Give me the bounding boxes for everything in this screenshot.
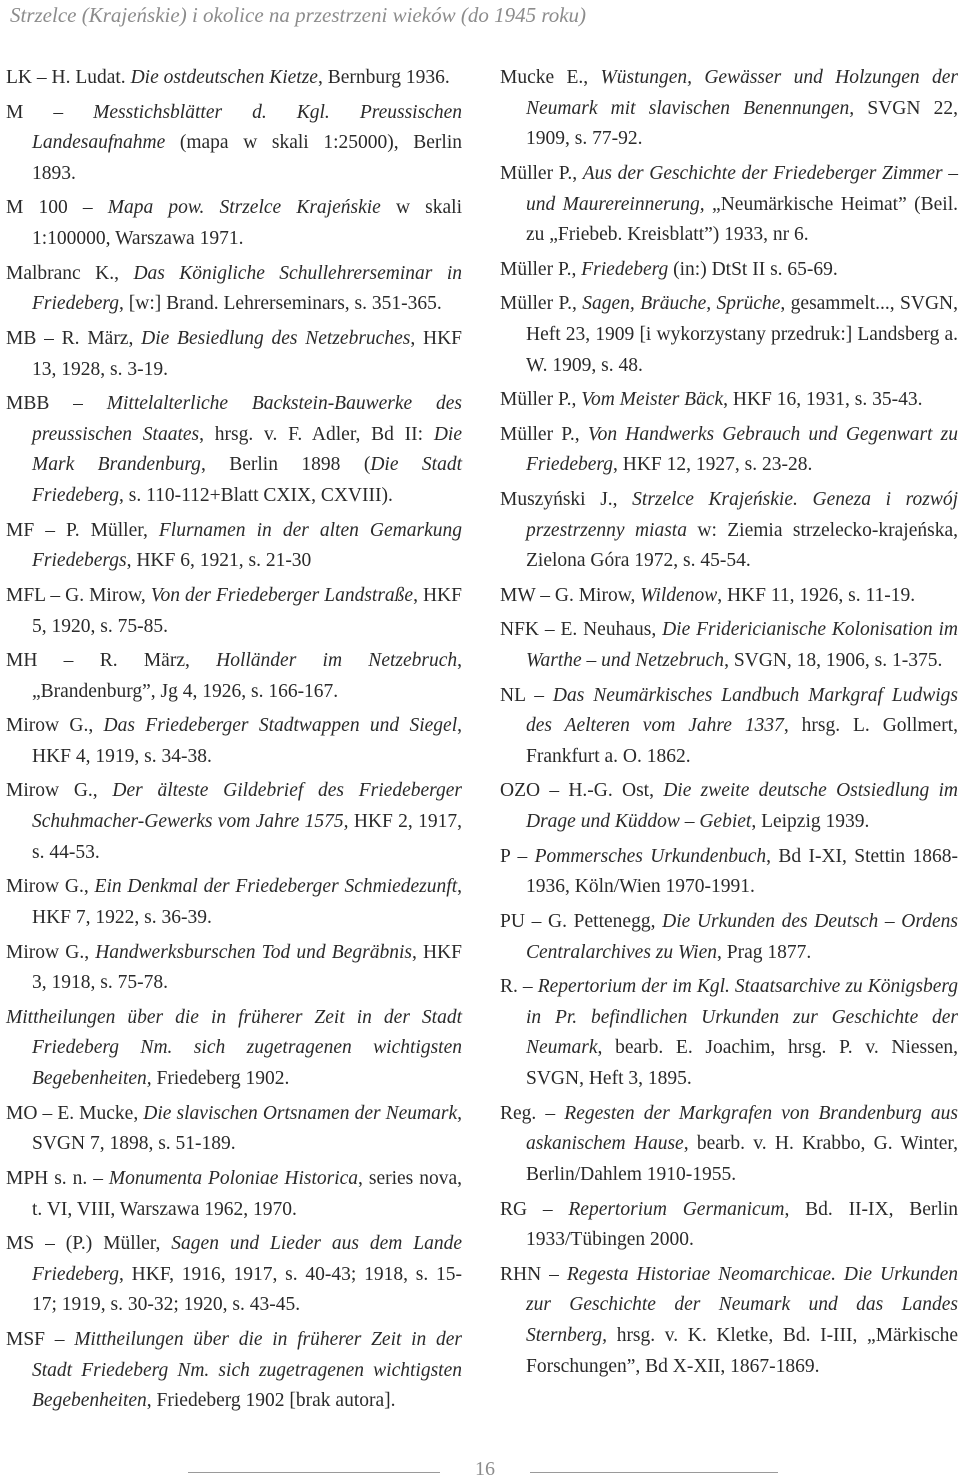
entry-text: , HKF 6, 1921, s. 21-30: [126, 550, 312, 572]
entry-text: , HKF 4, 1919, s. 34-38.: [32, 715, 462, 767]
entry-title: Friedeberg: [581, 258, 669, 280]
bibliography-entry: [500, 681, 958, 773]
entry-title: Regesten der Markgrafen von Brandenburg aus askanischem Hause: [526, 1102, 958, 1155]
bibliography-entry: [500, 907, 958, 968]
entry-text: HKF 2, 1917, s. 44-53.: [32, 811, 462, 863]
entry-text: M –: [6, 101, 94, 123]
entry-title: Die Mark Brandenburg: [32, 423, 462, 476]
entry-text: , series nova, t. VI, VIII, Warszawa 1962, 1970.: [32, 1167, 463, 1220]
entry-text: SVGN 22, 1909, s. 77-92.: [526, 97, 958, 150]
bibliography-entry: [500, 581, 958, 612]
entry-text: , Bd I-XI, Stettin 1868-1936, Köln/Wien 1970-1991.: [526, 845, 959, 898]
entry-title: Vom Meister Bäck: [581, 389, 724, 411]
entry-text: PU – G. Pettenegg,: [500, 910, 663, 932]
running-title: Strzelce (Krajeńskie) i okolice na przestrzeni wieków (do 1945 roku): [10, 3, 587, 27]
bibliography-entry: [6, 1229, 462, 1321]
entry-title: Mittelalterliche Backstein-Bauwerke des preussischen Staates: [32, 393, 462, 445]
entry-title: Die Fridericianische Kolonisation im Warthe – und Netzebruch: [526, 619, 959, 672]
entry-text: w skali 1:100000, Warszawa 1971.: [32, 197, 462, 250]
entry-text: (in:) DtSt II s. 65-69.: [668, 258, 838, 280]
entry-text: Muszyński J.,: [500, 488, 633, 510]
entry-title: Der älteste Gildebrief des Friedeberger Schuhmacher-Gewerks vom Jahre 1575,: [32, 780, 462, 833]
entry-text: , HKF 3, 1918, s. 75-78.: [32, 941, 462, 994]
entry-title: Aus der Geschichte der Friedeberger Zimmer – und Maurereinnerung,: [526, 162, 958, 215]
bibliography-entry: [500, 485, 958, 577]
entry-text: , „Brandenburg”, Jg 4, 1926, s. 166-167.: [32, 650, 462, 702]
entry-title: Von der Friedeberger Landstraße: [150, 584, 414, 606]
bibliography-entry: [500, 615, 958, 676]
entry-text: , HKF 7, 1922, s. 36-39.: [32, 876, 462, 929]
bibliography-right-column: [500, 63, 958, 1386]
bibliography-entry: [6, 516, 462, 577]
entry-text: , bearb. v. H. Krabbo, G. Winter, Berlin/Dahlem 1910-1955.: [526, 1133, 958, 1186]
bibliography-entry: [6, 646, 462, 707]
entry-text: Friedeberg 1902.: [151, 1068, 290, 1090]
entry-text: , gesammelt..., SVGN, Heft 23, 1909 [i wykorzystany przedruk:] Landsberg a. W. 1909, s. 48.: [526, 293, 958, 376]
entry-text: Mucke E.,: [500, 67, 601, 88]
bibliography-entry: [6, 711, 462, 772]
entry-text: M 100 –: [6, 197, 108, 219]
entry-title: Die slavischen Ortsnamen der Neumark,: [143, 1102, 463, 1124]
entry-text: MB – R. März,: [6, 327, 142, 349]
entry-text: MSF –: [6, 1328, 75, 1350]
entry-title: Repertorium der im Kgl. Staatsarchive zu Königsberg in Pr. befindlichen Urkunden zur Geschichte der Neumark: [526, 976, 958, 1059]
entry-text: Mirow G.,: [6, 780, 113, 802]
entry-text: (mapa w skali 1:25000), Berlin 1893.: [32, 132, 462, 184]
bibliography-entry: [6, 98, 462, 190]
entry-text: Mirow G.,: [6, 941, 96, 963]
entry-title: Wildenow: [640, 584, 718, 606]
bibliography-entry: [500, 63, 958, 155]
entry-text: SVGN 7, 1898, s. 51-189.: [32, 1133, 236, 1155]
entry-title: Ein Denkmal der Friedeberger Schmiedezunft: [94, 876, 458, 898]
entry-text: R. –: [500, 976, 538, 998]
entry-title: Pommersches Urkundenbuch: [534, 845, 767, 867]
entry-title: Repertorium Germanicum: [568, 1198, 785, 1220]
entry-text: RHN –: [500, 1263, 567, 1285]
entry-title: Mapa pow. Strzelce Krajeńskie: [107, 197, 381, 219]
footer-rule-left: [188, 1472, 440, 1473]
bibliography-entry: [6, 776, 462, 868]
entry-text: NFK – E. Neuhaus,: [500, 619, 663, 641]
entry-text: NL –: [500, 684, 553, 706]
entry-title: Sagen und Lieder aus dem Lande Friedeberg: [32, 1233, 462, 1285]
entry-title: Die Besiedlung des Netzebruches: [141, 327, 411, 349]
entry-text: hrsg. v. K. Kletke, Bd. I-III, „Märkische Forschungen”, Bd X-XII, 1867-1869.: [526, 1325, 958, 1377]
entry-text: , HKF 13, 1928, s. 3-19.: [32, 327, 462, 380]
entry-text: , Berlin 1898 (: [200, 454, 371, 476]
entry-text: , Bd. II-IX, Berlin 1933/Tübingen 2000.: [526, 1198, 958, 1251]
bibliography-entry: [500, 159, 958, 251]
entry-text: MFL – G. Mirow,: [6, 584, 151, 606]
entry-title: Das Friedeberger Stadtwappen und Siegel: [103, 715, 458, 737]
entry-text: Malbranc K.,: [6, 262, 134, 284]
entry-title: Messtichsblätter d. Kgl. Preussischen Landesaufnahme: [32, 101, 462, 154]
entry-title: Holländer im Netzebruch: [216, 650, 458, 672]
entry-title: Strzelce Krajeńskie. Geneza i rozwój przestrzenny miasta: [526, 488, 958, 541]
bibliography-entry: [500, 1099, 958, 1191]
entry-title: Monumenta Poloniae Historica: [108, 1167, 359, 1189]
entry-title: Sagen, Bräuche, Sprüche: [582, 293, 781, 315]
bibliography-entry: [6, 1325, 462, 1417]
entry-title: Die Urkunden des Deutsch – Ordens Centralarchives zu Wien: [526, 910, 958, 963]
entry-text: RG –: [500, 1198, 569, 1220]
entry-title: Das Neumärkisches Landbuch Markgraf Ludwigs des Aelteren vom Jahre 1337: [526, 684, 958, 737]
entry-title: Die zweite deutsche Ostsiedlung im Drage und Küddow – Gebiet: [526, 780, 958, 833]
entry-text: , bearb. E. Joachim, hrsg. P. v. Niessen, SVGN, Heft 3, 1895.: [526, 1037, 958, 1090]
entry-text: MS – (P.) Müller,: [6, 1233, 172, 1255]
entry-text: , s. 110-112+Blatt CXIX, CXVIII).: [119, 485, 393, 507]
entry-text: , HKF 5, 1920, s. 75-85.: [32, 584, 462, 637]
footer-rule-right: [530, 1472, 778, 1473]
entry-text: , SVGN, 18, 1906, s. 1-375.: [724, 650, 943, 672]
entry-text: OZO – H.-G. Ost,: [500, 780, 664, 802]
bibliography-entry: [500, 1195, 958, 1256]
entry-text: Mirow G.,: [6, 715, 104, 737]
entry-text: w: Ziemia strzelecko-krajeńska, Zielona Góra 1972, s. 45-54.: [526, 519, 958, 572]
bibliography-entry: [6, 63, 462, 94]
bibliography-entry: [6, 193, 462, 254]
entry-text: , Friedeberg 1902 [brak autora].: [146, 1390, 396, 1412]
entry-text: „Neumärkische Heimat” (Beil. zu „Friebeb. Kreisblatt”) 1933, nr 6.: [526, 193, 958, 246]
entry-title: Regesta Historiae Neomarchicae. Die Urkunden zur Geschichte der Neumark und das Landes Sternberg,: [526, 1263, 958, 1347]
entry-title: Das Königliche Schullehrerseminar in Friedeberg: [32, 262, 462, 315]
entry-text: MBB –: [6, 393, 107, 415]
entry-text: Müller P.,: [500, 293, 583, 315]
entry-text: , hrsg. v. F. Adler, Bd II:: [199, 423, 434, 445]
bibliography-entry: [500, 842, 958, 903]
entry-text: P –: [500, 845, 535, 867]
bibliography-entry: [500, 972, 958, 1095]
entry-text: MW – G. Mirow,: [500, 584, 641, 606]
bibliography-entry: [6, 324, 462, 385]
entry-title: Mittheilungen über die in früherer Zeit in der Stadt Friedeberg Nm. sich zugetragenen wichtigsten Begebenheiten: [32, 1328, 462, 1412]
bibliography-entry: [6, 1003, 462, 1095]
entry-text: , HKF 11, 1926, s. 11-19.: [717, 584, 916, 606]
bibliography-entry: [500, 1260, 958, 1383]
entry-text: MF – P. Müller,: [6, 519, 159, 541]
bibliography-entry: [6, 389, 462, 512]
bibliography-entry: [500, 255, 958, 286]
entry-title: Die ostdeutschen Kietze: [130, 67, 318, 88]
entry-text: Müller P.,: [500, 162, 583, 184]
entry-text: , [w:] Brand. Lehrerseminars, s. 351-365.: [119, 293, 442, 315]
entry-text: MH – R. März,: [6, 650, 217, 672]
entry-title: Von Handwerks Gebrauch und Gegenwart zu Friedeberg: [526, 423, 958, 476]
bibliography-entry: [6, 259, 462, 320]
bibliography-entry: [6, 872, 462, 933]
entry-text: , Bernburg 1936.: [317, 67, 450, 88]
entry-text: , HKF, 1916, 1917, s. 40-43; 1918, s. 15-17; 1919, s. 30-32; 1920, s. 43-45.: [32, 1263, 462, 1316]
entry-text: MPH s. n. –: [6, 1167, 109, 1189]
entry-text: MO – E. Mucke,: [6, 1102, 144, 1124]
bibliography-entry: [6, 1099, 462, 1160]
entry-title: Wüstungen, Gewässer und Holzungen der Neumark mit slavischen Benennungen,: [526, 67, 958, 119]
entry-text: Reg. –: [500, 1102, 565, 1124]
entry-text: , Leipzig 1939.: [751, 811, 870, 833]
bibliography-left-column: [6, 63, 462, 1421]
bibliography-entry: [6, 938, 462, 999]
entry-text: Müller P.,: [500, 258, 582, 280]
page-number: 16: [475, 1458, 495, 1480]
entry-text: , Prag 1877.: [717, 941, 812, 963]
entry-text: Mirow G.,: [6, 876, 95, 898]
entry-title: Die Stadt Friedeberg: [32, 454, 462, 507]
bibliography-entry: [500, 420, 958, 481]
bibliography-entry: [500, 776, 958, 837]
entry-title: Mittheilungen über die in früherer Zeit in der Stadt Friedeberg Nm. sich zugetragenen wichtigsten Begebenheiten,: [6, 1006, 462, 1090]
entry-text: Müller P.,: [500, 423, 588, 445]
entry-text: , HKF 16, 1931, s. 35-43.: [723, 389, 923, 411]
entry-text: , HKF 12, 1927, s. 23-28.: [613, 454, 813, 476]
entry-title: Flurnamen in der alten Gemarkung Friedebergs: [32, 519, 462, 572]
entry-text: Müller P.,: [500, 389, 582, 411]
bibliography-entry: [500, 385, 958, 416]
bibliography-entry: [6, 1164, 462, 1225]
entry-title: Handwerksburschen Tod und Begräbnis: [95, 941, 412, 963]
entry-text: , hrsg. L. Gollmert, Frankfurt a. O. 1862.: [526, 715, 958, 767]
entry-text: LK – H. Ludat.: [6, 67, 131, 88]
bibliography-entry: [500, 289, 958, 381]
bibliography-entry: [6, 581, 462, 642]
